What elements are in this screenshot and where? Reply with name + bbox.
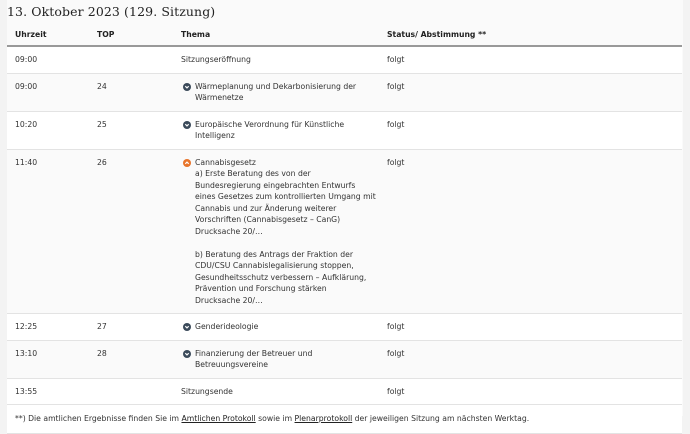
plenarprotokoll-link[interactable]: Plenarprotokoll xyxy=(294,414,353,423)
chevron-down-icon[interactable] xyxy=(183,350,191,358)
chevron-up-icon[interactable] xyxy=(183,159,191,167)
detail-b-text: b) Beratung des Antrags der Fraktion der CDU/CSU Cannabislegalisierung stoppen, Gesundheitsschutz verbessern – Aufklärung, Prävention und Forschung stärken xyxy=(195,249,367,293)
row-topic: Sitzungsende xyxy=(173,378,379,405)
column-header-top: TOP xyxy=(89,25,173,46)
detail-a-text: a) Erste Beratung des von der Bundesregierung eingebrachten Entwurfs eines Gesetzes zum kontrollierten Umgang mit Cannabis und zur Änderung weiterer Vorschriften (Cannabisgesetz – CanG) xyxy=(195,169,376,224)
footnote xyxy=(7,405,682,434)
row-status: folgt xyxy=(379,340,682,378)
topic-toggle[interactable] xyxy=(181,81,377,104)
column-header-topic: Thema xyxy=(173,25,379,46)
row-topic xyxy=(173,73,379,111)
row-topic xyxy=(173,111,379,149)
row-topic: Sitzungseröffnung xyxy=(173,46,379,73)
table-row[interactable] xyxy=(7,314,682,341)
row-time: 13:10 xyxy=(7,340,89,378)
row-top: 24 xyxy=(89,73,173,111)
topic-title: Finanzierung der Betreuer und Betreuungsvereine xyxy=(195,348,313,369)
topic-title: Europäische Verordnung für Künstliche Intelligenz xyxy=(195,119,345,140)
page-title: 13. Oktober 2023 (129. Sitzung) xyxy=(7,4,216,19)
topic-toggle[interactable] xyxy=(181,119,377,142)
chevron-down-icon[interactable] xyxy=(183,83,191,91)
footnote-prefix: **) Die amtlichen Ergebnisse finden Sie im xyxy=(15,414,182,423)
row-time: 09:00 xyxy=(7,73,89,111)
footnote-middle: sowie im xyxy=(255,414,295,423)
row-top: 26 xyxy=(89,149,173,314)
row-topic xyxy=(173,340,379,378)
row-topic xyxy=(173,314,379,341)
row-status: folgt xyxy=(379,314,682,341)
column-header-status: Status/ Abstimmung ** xyxy=(379,25,682,46)
row-status: folgt xyxy=(379,111,682,149)
footnote-row xyxy=(7,405,682,434)
topic-title: Cannabisgesetz xyxy=(195,157,256,167)
amtliches-protokoll-link[interactable]: Amtlichen Protokoll xyxy=(181,414,256,423)
table-row[interactable] xyxy=(7,111,682,149)
agenda-table xyxy=(7,25,682,434)
topic-toggle[interactable] xyxy=(181,348,377,371)
row-top xyxy=(89,378,173,405)
table-row[interactable] xyxy=(7,340,682,378)
topic-title: Genderideologie xyxy=(195,322,259,331)
table-row xyxy=(7,46,682,73)
row-topic xyxy=(173,149,379,314)
topic-details xyxy=(195,168,377,306)
row-status: folgt xyxy=(379,73,682,111)
topic-toggle[interactable] xyxy=(181,321,377,333)
topic-title: Wärmeplanung und Dekarbonisierung der Wärmenetze xyxy=(195,81,357,102)
detail-b-document: Drucksache 20/… xyxy=(195,295,263,305)
row-time: 09:00 xyxy=(7,46,89,73)
detail-a-document: Drucksache 20/… xyxy=(195,226,263,236)
row-status: folgt xyxy=(379,378,682,405)
row-top xyxy=(89,46,173,73)
chevron-down-icon[interactable] xyxy=(183,121,191,129)
chevron-down-icon[interactable] xyxy=(183,323,191,331)
table-row[interactable] xyxy=(7,73,682,111)
footnote-suffix: der jeweiligen Sitzung am nächsten Werktag. xyxy=(352,414,530,423)
column-header-time: Uhrzeit xyxy=(7,25,89,46)
row-time: 10:20 xyxy=(7,111,89,149)
table-row[interactable] xyxy=(7,149,682,314)
table-row xyxy=(7,378,682,405)
row-status: folgt xyxy=(379,46,682,73)
table-header-row xyxy=(7,25,682,46)
row-status: folgt xyxy=(379,149,682,314)
row-top: 28 xyxy=(89,340,173,378)
topic-toggle[interactable] xyxy=(181,157,377,169)
row-time: 11:40 xyxy=(7,149,89,314)
row-time: 13:55 xyxy=(7,378,89,405)
row-top: 25 xyxy=(89,111,173,149)
row-time: 12:25 xyxy=(7,314,89,341)
row-top: 27 xyxy=(89,314,173,341)
